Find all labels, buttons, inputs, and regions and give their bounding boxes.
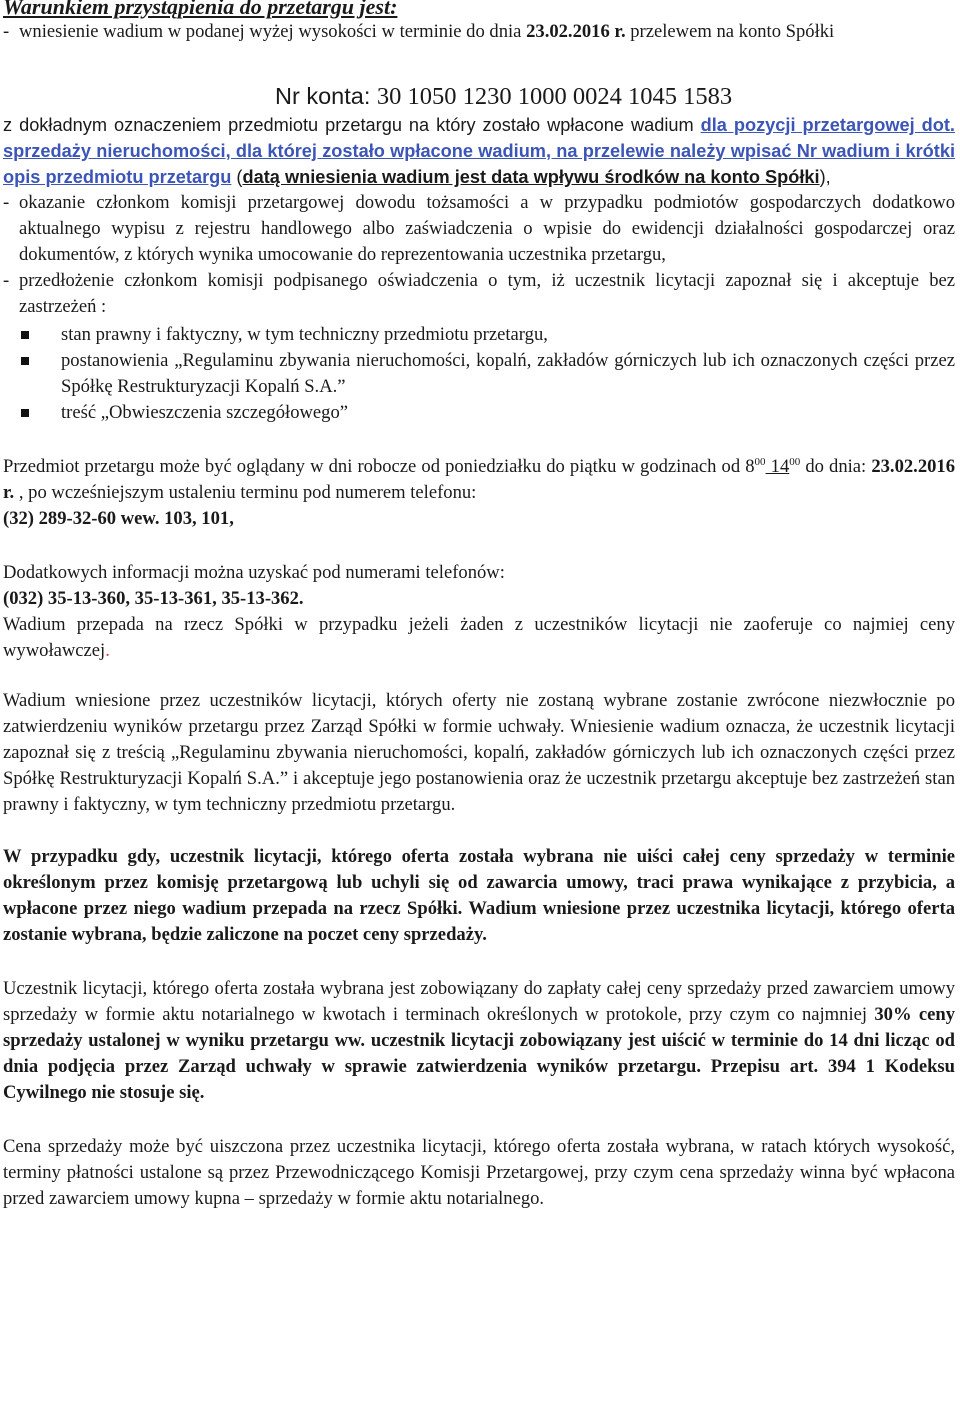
list-item: postanowienia „Regulaminu zbywania nieruchomości, kopalń, zakładów górniczych lub ich oznaczonych części przez Spółkę Restrukturyzacji Kopalń S.A.”	[3, 348, 955, 400]
square-bullet-icon	[21, 357, 29, 365]
payment-obligation-paragraph: Uczestnik licytacji, którego oferta została wybrana jest zobowiązany do zapłaty całej ceny sprzedaży przed zawarciem umowy sprzedaży w formie aktu notarialnego w kwotach i terminach określonych w protokole, przy czym co najmniej 30% ceny sprzedaży ustalonej w wyniku przetargu ww. uczestnik licytacji zobowiązany jest uiścić w terminie do 14 dni licząc od dnia podjęcia przez Zarząd uchwały w sprawie zatwierdzenia wyników przetargu. Przepisu art. 394 1 Kodeksu Cywilnego nie stosuje się.	[3, 978, 955, 1103]
info-phone-numbers: (032) 35-13-360, 35-13-361, 35-13-362.	[3, 588, 304, 609]
receipt-date-note: datą wniesienia wadium jest data wpływu środków na konto Spółki	[242, 167, 820, 187]
bank-account	[3, 81, 955, 112]
condition-signed-statement: - przedłożenie członkom komisji podpisanego oświadczenia o tym, iż uczestnik licytacji zapoznał się i akceptuje bez zastrzeżeń :	[3, 270, 955, 317]
info-phones-paragraph: Dodatkowych informacji można uzyskać pod numerami telefonów: (032) 35-13-360, 35-13-361, 35-13-362.	[3, 562, 505, 609]
list-item: treść „Obwieszczenia szczegółowego”	[3, 400, 955, 426]
square-bullet-icon	[21, 409, 29, 417]
accepted-items-list	[3, 322, 955, 426]
document-page	[3, 0, 955, 1212]
account-number: 30 1050 1230 1000 0024 1045 1583	[376, 83, 733, 110]
deadline-date: 23.02.2016 r.	[526, 21, 626, 42]
viewing-hours-paragraph: Przedmiot przetargu może być oglądany w dni robocze od poniedziałku do piątku w godzinach od $8^{00}$ $14^{00}$ do dnia: 23.02.2016 r. , po wcześniejszym ustaleniu terminu pod numerem telefonu: (32) 289-32-60 wew. 103, 101,	[3, 456, 955, 529]
installments-paragraph: Cena sprzedaży może być uiszczona przez uczestnika licytacji, którego oferta została wybrana, w ratach których wysokość, terminy płatności ustalone są przez Przewodniczącego Komisji Przetargowej, przy czym cena sprzedaży winna być wpłacona przed zawarciem umowy kupna – sprzedaży w formie aktu notarialnego.	[3, 1136, 955, 1209]
square-bullet-icon	[21, 331, 29, 339]
section-heading: Warunkiem przystąpienia do przetargu jest:	[3, 0, 398, 19]
list-item: stan prawny i faktyczny, w tym techniczny przedmiotu przetargu,	[3, 322, 955, 348]
wadium-forfeit-paragraph: Wadium przepada na rzecz Spółki w przypadku jeżeli żaden z uczestników licytacji nie zaoferuje co najmiej ceny wywoławczej.	[3, 614, 955, 661]
account-label: Nr konta:	[275, 83, 377, 109]
wadium-refund-paragraph: Wadium wniesione przez uczestników licytacji, których oferty nie zostaną wybrane zostanie zwrócone niezwłocznie po zatwierdzeniu wyników przetargu przez Zarząd Spółki w formie uchwały. Wniesienie wadium oznacza, że uczestnik licytacji zapoznał się z treścią „Regulaminu zbywania nieruchomości, kopalń, zakładów górniczych lub ich oznaczonych części przez Spółkę Restrukturyzacji Kopalń S.A.” i akceptuje jego postanowienia oraz że uczestnik przetargu akceptuje bez zastrzeżeń stan prawny i faktyczny, w tym techniczny przedmiotu przetargu.	[3, 690, 955, 815]
condition-wadium-payment: - wniesienie wadium w podanej wyżej wysokości w terminie do dnia 23.02.2016 r. przelewem na konto Spółki	[3, 21, 835, 42]
viewing-phone: (32) 289-32-60 wew. 103, 101,	[3, 508, 234, 529]
transfer-marking-note: z dokładnym oznaczeniem przedmiotu przetargu na który zostało wpłacone wadium dla pozycji przetargowej dot. sprzedaży nieruchomości, dla której zostało wpłacone wadium, na przelewie należy wpisać Nr wadium i krótki opis przedmiotu przetargu (datą wniesienia wadium jest data wpływu środków na konto Spółki),	[3, 115, 955, 187]
viewing-deadline-date: 23.02.2016 r.	[3, 456, 955, 503]
transfer-instruction-highlight: dla pozycji przetargowej dot. sprzedaży nieruchomości, dla której zostało wpłacone wadium, na przelewie należy wpisać Nr wadium i krótki opis przedmiotu przetargu	[3, 115, 955, 187]
condition-identity-documents: - okazanie członkom komisji przetargowej dowodu tożsamości a w przypadku podmiotów gospodarczych dodatkowo aktualnego wypisu z rejestru handlowego albo zaświadczenia o wpisie do ewidencji działalności gospodarczej oraz dokumentów, z których wynika umocowanie do reprezentowania uczestnika przetargu,	[3, 192, 955, 265]
non-payment-paragraph: W przypadku gdy, uczestnik licytacji, którego oferta została wybrana nie uiści całej ceny sprzedaży w terminie określonym przez komisję przetargową lub uchyli się od zawarcia umowy, traci prawa wynikające z przybicia, a wpłacone przez niego wadium przepada na rzecz Spółki. Wadium wniesione przez uczestnika licytacji, którego oferta zostanie wybrana, będzie zaliczone na poczet ceny sprzedaży.	[3, 846, 955, 945]
